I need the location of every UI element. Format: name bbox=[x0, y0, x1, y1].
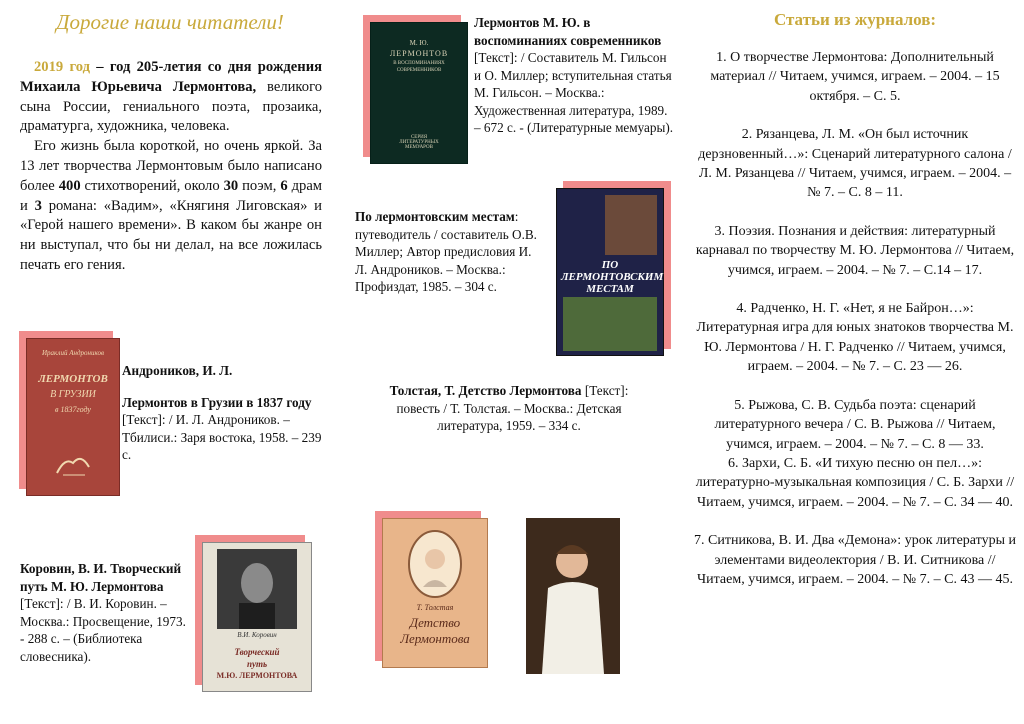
book-cover-andronikov bbox=[26, 338, 120, 496]
book-cover-tolstaya bbox=[382, 518, 488, 668]
intro-p2-d: драм и bbox=[20, 177, 323, 214]
cover-title: В ГРУЗИИ bbox=[50, 389, 96, 400]
book-andronikov-caption bbox=[122, 362, 322, 464]
cover-title: В ВОСПОМИНАНИЯХ bbox=[393, 61, 445, 66]
list-item: 7. Ситникова, В. И. Два «Демона»: урок литературы и элементами видеолектория / В. И. Ситникова // Читаем, учимся, играем. – 2004. – № 7. – С. 43 — 45. bbox=[694, 533, 1016, 587]
list-item: 5. Рыжова, С. В. Судьба поэта: сценарий литературного вечера / С. В. Рыжова // Читаем, учимся, играем. – 2004. – № 7. – С. 8 — 33. bbox=[714, 397, 996, 452]
cover-author: Т. Толстая bbox=[416, 603, 454, 612]
cover-title: Лермонтова bbox=[400, 631, 470, 646]
cover-author: В.И. Коровин bbox=[237, 631, 277, 639]
book-details: [Текст]: повесть / Т. Толстая. – Москва.: Детская литература, 1959. – 334 с. bbox=[396, 383, 629, 433]
count-dramas: 6 bbox=[280, 177, 288, 194]
list-item: 1. О творчестве Лермонтова: Дополнительный материал // Читаем, учимся, играем. – 2004. – 15 октября. – С. 5. bbox=[710, 50, 1000, 104]
book-title: Лермонтов в Грузии в 1837 году bbox=[122, 394, 312, 410]
cover-title: ЛЕРМОНТОВ bbox=[389, 49, 449, 58]
count-poems: 400 bbox=[58, 177, 81, 194]
articles-list bbox=[694, 48, 1016, 589]
painting-figure-icon bbox=[526, 518, 620, 674]
count-long-poems: 30 bbox=[223, 177, 239, 194]
book-details: : путеводитель / составитель О.В. Миллер; Автор предисловия И. Л. Андроников. – Москва.: Профиздат, 1985. – 304 с. bbox=[355, 209, 537, 294]
intro-text bbox=[20, 58, 322, 276]
book-details: [Текст]: / Составитель М. Гильсон и О. Миллер; вступительная статья М. Гильсон. – Москва.: Художественная литература, 1989. – 672 с. - (Литературные мемуары). bbox=[474, 50, 674, 135]
child-portrait-icon bbox=[407, 529, 463, 599]
book-memoirs-caption bbox=[474, 14, 674, 137]
book-cover-places bbox=[556, 188, 664, 356]
intro-lead-rest: великого сына России, гениального поэта, прозаика, драматурга, художника, человека. bbox=[20, 78, 322, 135]
book-details: [Текст]: / И. Л. Андроников. – Тбилиси.: Заря востока, 1958. – 239 с. bbox=[122, 412, 322, 462]
page-title: Дорогие наши читатели! bbox=[56, 10, 284, 34]
intro-p2-c: поэм, bbox=[242, 177, 277, 194]
cover-title: путь bbox=[246, 659, 268, 669]
cover-author: Ираклий Андроников bbox=[41, 349, 105, 357]
book-tolstaya-caption bbox=[374, 382, 644, 435]
cover-title: ПО ЛЕРМОНТОВСКИМ МЕСТАМ bbox=[561, 259, 664, 295]
intro-p2-b: стихотворений, около bbox=[84, 177, 220, 194]
intro-p2-e: романа: «Вадим», «Княгиня Лиговская» и «Герой нашего времени». В каком бы жанре он ни выступал, что бы ни делал, на все ложилась печать его гения. bbox=[20, 197, 322, 273]
child-portrait-painting bbox=[526, 518, 620, 674]
intro-p2: Его жизнь была короткой, но очень яркой. За 13 лет творчества Лермонтовым было написано более bbox=[20, 138, 322, 194]
book-cover-korovin bbox=[202, 542, 312, 692]
book-title: Лермонтов М. Ю. в воспоминаниях современников bbox=[474, 15, 662, 48]
cover-title: СОВРЕМЕННИКОВ bbox=[396, 68, 442, 73]
intro-year: 2019 год bbox=[34, 59, 90, 75]
horse-rider-icon bbox=[55, 449, 91, 477]
cover-title: Детство bbox=[409, 615, 461, 630]
cover-title: М. Ю. bbox=[409, 39, 429, 47]
list-item: 6. Зархи, С. Б. «И тихую песню он пел…»: литературно-музыкальная композиция / С. Б. Зархи // Читаем, учимся, играем. – 2004. – № 7. – С. 34 — 40. bbox=[695, 455, 1015, 510]
book-korovin-caption bbox=[20, 560, 192, 665]
book-places-caption bbox=[355, 208, 539, 296]
book-cover-memoirs bbox=[370, 22, 468, 164]
cover-title: М.Ю. ЛЕРМОНТОВА bbox=[216, 671, 298, 680]
cover-portrait bbox=[605, 195, 657, 255]
book-author: Андроников, И. Л. bbox=[122, 363, 233, 378]
cover-landscape bbox=[563, 297, 657, 351]
intro-lead: – год 205-летия со дня рождения Михаила Юрьевича Лермонтова, bbox=[20, 59, 322, 95]
cover-title: ЛЕРМОНТОВ bbox=[38, 373, 108, 385]
book-title: По лермонтовским местам bbox=[355, 209, 515, 224]
list-item: 4. Радченко, Н. Г. «Нет, я не Байрон…»: Литературная игра для юных знатоков творчества М. Ю. Лермонтова / Н. Г. Радченко // Читаем, учимся, играем. – 2004. – № 7. – С. 23 — 26. bbox=[696, 301, 1014, 375]
book-title: Толстая, Т. Детство Лермонтова bbox=[389, 383, 582, 398]
cover-title: в 1837году bbox=[55, 405, 91, 414]
book-details: [Текст]: / В. И. Коровин. – Москва.: Просвещение, 1973. - 288 с. – (Библиотека словесника). bbox=[20, 596, 186, 664]
cover-series: СЕРИЯ ЛИТЕРАТУРНЫХ МЕМУАРОВ bbox=[399, 135, 439, 150]
list-item: 3. Поэзия. Познания и действия: литературный карнавал по творчеству М. Ю. Лермонтова // Читаем, учимся, играем. – 2004. – № 7. – С.14 – 17. bbox=[695, 223, 1015, 278]
list-item: 2. Рязанцева, Л. М. «Он был источник дерзновенный…»: Сценарий литературного салона / Л. М. Рязанцева // Читаем, учимся, играем. – 2004. – № 7. – С. 8 – 11. bbox=[698, 127, 1012, 201]
book-title: Коровин, В. И. Творческий путь М. Ю. Лермонтова bbox=[20, 561, 182, 594]
count-novels: 3 bbox=[34, 197, 42, 214]
articles-heading: Статьи из журналов: bbox=[773, 10, 937, 29]
cover-title: Творческий bbox=[234, 647, 280, 657]
portrait-icon bbox=[217, 549, 297, 629]
